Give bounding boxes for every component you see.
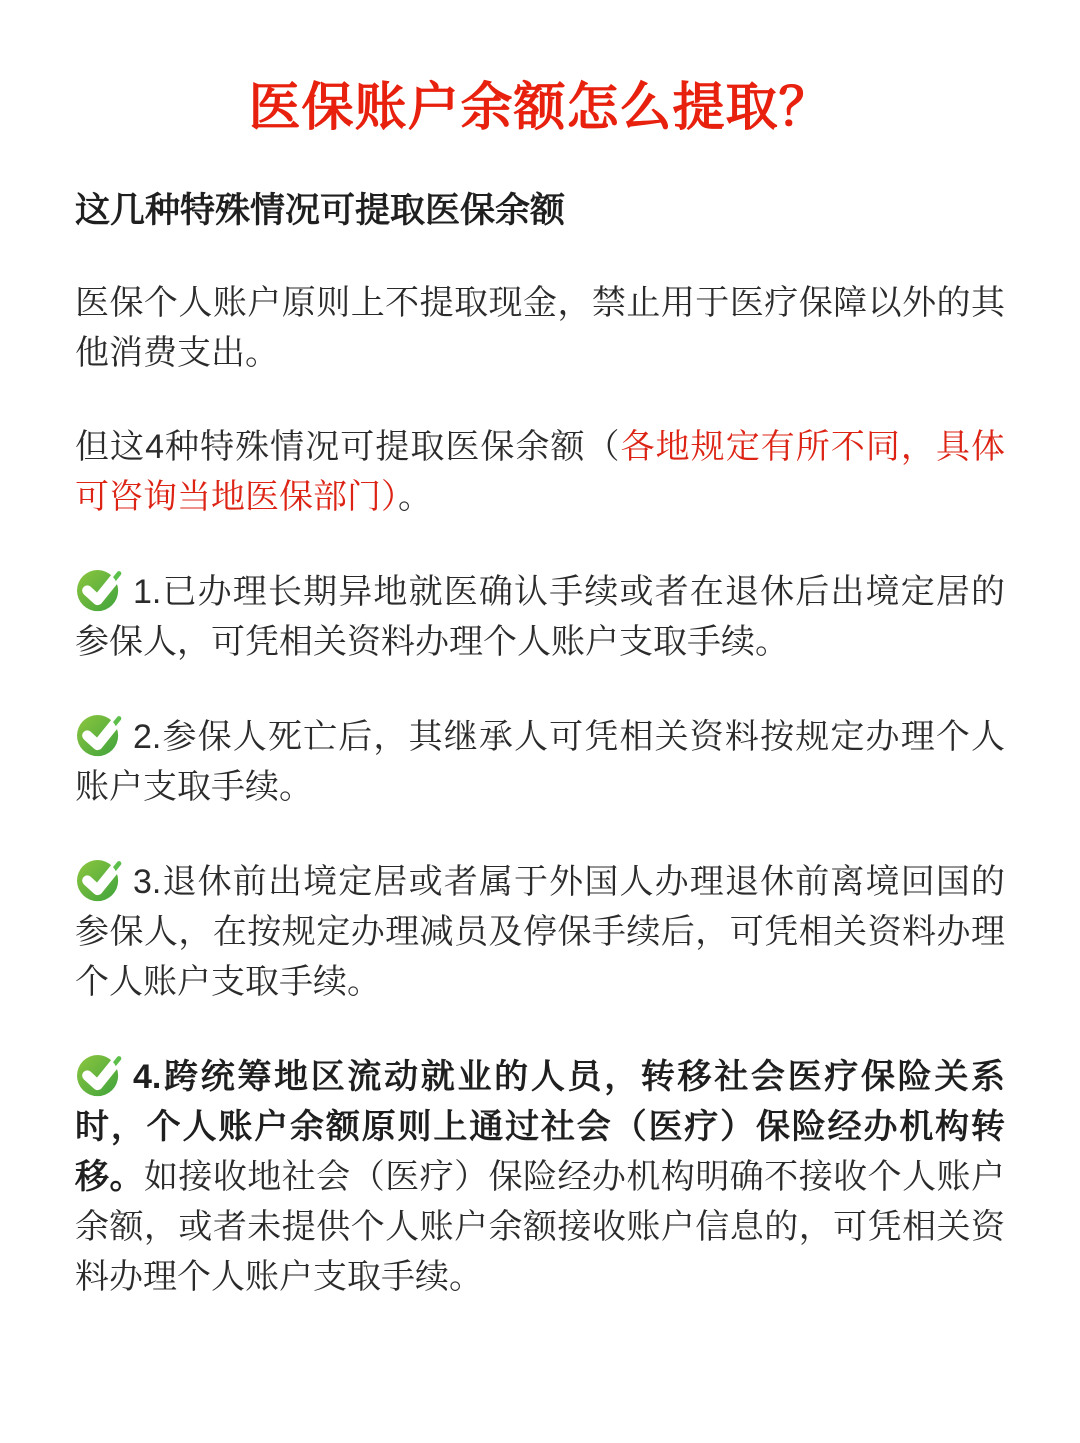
note-paragraph xyxy=(75,422,1005,522)
note-highlight: 各地规定有所不同，具体可咨询当地医保部门） xyxy=(75,428,1005,516)
page-title: 医保账户余额怎么提取？ xyxy=(248,79,832,137)
item-text: 2.参保人死亡后，其继承人可凭相关资料按规定办理个人账户支取手续。 xyxy=(75,718,1005,806)
list-item-4 xyxy=(75,1049,1005,1302)
intro-paragraph: 医保个人账户原则上不提取现金，禁止用于医疗保障以外的其他消费支出。 xyxy=(75,284,1005,372)
item-text: 如接收地社会（医疗）保险经办机构明确不接收个人账户余额，或者未提供个人账户余额接收账户信息的，可凭相关资料办理个人账户支取手续。 xyxy=(75,1158,1006,1296)
item-text: 1.已办理长期异地就医确认手续或者在退休后出境定居的参保人，可凭相关资料办理个人账户支取手续。 xyxy=(75,573,1005,661)
note-prefix: 但这4种特殊情况可提取医保余额（ xyxy=(75,428,621,466)
subtitle: 这几种特殊情况可提取医保余额 xyxy=(75,191,566,230)
check-badge-icon xyxy=(75,709,127,757)
list-item-3 xyxy=(75,854,1005,1007)
check-badge-icon xyxy=(75,1049,127,1097)
item-bold-text: 4.跨统筹地区流动就业的人员，转移社会医疗保险关系时，个人账户余额原则上通过社会（医疗）保险经办机构转移。 xyxy=(75,1058,1005,1196)
item-text: 3.退休前出境定居或者属于外国人办理退休前离境回国的参保人，在按规定办理减员及停保手续后，可凭相关资料办理个人账户支取手续。 xyxy=(75,863,1005,1001)
check-badge-icon xyxy=(75,564,127,612)
list-item-1 xyxy=(75,564,1005,667)
list-item-2 xyxy=(75,709,1005,812)
check-badge-icon xyxy=(75,854,127,902)
note-suffix: 。 xyxy=(398,478,432,516)
